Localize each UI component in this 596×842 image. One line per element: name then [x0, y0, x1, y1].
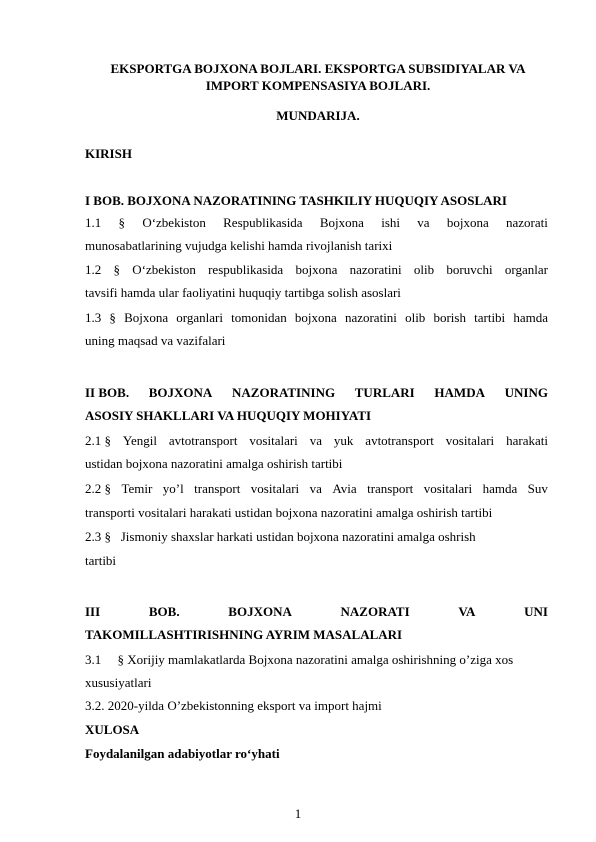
- word: va: [309, 433, 322, 448]
- title-line-1: EKSPORTGA BOJXONA BOJLARI. EKSPORTGA SUBSIDIYALAR VA: [110, 61, 526, 76]
- chapter-3-heading-line-1: [85, 604, 548, 620]
- word: Yengil: [122, 433, 157, 448]
- word: vositalari: [249, 433, 298, 448]
- word: 1.1: [85, 215, 102, 230]
- word: BOB.: [148, 604, 180, 619]
- section-3-1-line-2: xususiyatlari: [85, 675, 152, 690]
- word: vositalari: [445, 433, 495, 448]
- word: olib: [413, 262, 435, 277]
- section-2-1-line-1: [85, 433, 548, 449]
- section-2-2-line-2: transporti vositalari harakati ustidan bojxona nazoratini amalga oshirish tartibi: [85, 505, 493, 520]
- word: Avia: [332, 481, 357, 496]
- section-2-2-line-1: [85, 481, 548, 497]
- section-1-1-line-2: munosabatlarining vujudga kelishi hamda rivojlanish tarixi: [85, 238, 393, 253]
- word: yuk: [333, 433, 354, 448]
- word: va: [309, 481, 322, 496]
- word: UNI: [524, 604, 548, 619]
- word: NAZORATINING: [232, 385, 336, 400]
- word: Suv: [527, 481, 548, 496]
- word: O‘zbekiston: [142, 215, 206, 230]
- document-title: [80, 60, 556, 94]
- word: va: [417, 215, 430, 230]
- section-2-3-line-2: tartibi: [85, 553, 117, 568]
- word: §: [113, 262, 121, 277]
- word: Temir: [121, 481, 153, 496]
- section-2-1-line-2: ustidan bojxona nazoratini amalga oshirish tartibi: [85, 456, 343, 471]
- chapter-1-heading: I BOB. BOJXONA NAZORATINING TASHKILIY HUQUQIY ASOSLARI: [85, 193, 507, 208]
- word: Bojxona: [124, 310, 169, 325]
- word: HAMDA: [434, 385, 485, 400]
- word: harakati: [506, 433, 548, 448]
- word: transport: [367, 481, 414, 496]
- word: NAZORATI: [340, 604, 410, 619]
- title-line-2: IMPORT KOMPENSASIYA BOJLARI.: [205, 78, 431, 93]
- word: 2.1 §: [85, 433, 111, 448]
- contents-heading: MUNDARIJA.: [276, 108, 360, 123]
- word: respublikasida: [208, 262, 284, 277]
- word: III: [85, 604, 101, 619]
- section-1-2-line-2: tavsifi hamda ular faoliyatini huquqiy tartibga solish asoslari: [85, 285, 401, 300]
- word: organlari: [176, 310, 223, 325]
- word: olib: [405, 310, 426, 325]
- intro-heading: KIRISH: [85, 146, 132, 161]
- word: nazoratini: [344, 310, 397, 325]
- word: hamda: [513, 310, 548, 325]
- references-heading: Foydalanilgan adabiyotlar ro‘yhati: [85, 746, 280, 761]
- section-3-2: 3.2. 2020-yilda O’zbekistonning eksport va import hajmi: [85, 698, 382, 713]
- word: avtotransport: [168, 433, 238, 448]
- word: VA: [458, 604, 476, 619]
- word: boruvchi: [446, 262, 493, 277]
- word: §: [109, 310, 116, 325]
- section-1-2-line-1: [85, 262, 548, 278]
- word: nazorati: [506, 215, 548, 230]
- section-2-3-line-1: 2.3 § Jismoniy shaxslar harkati ustidan bojxona nazoratini amalga oshrish: [85, 529, 476, 544]
- word: Bojxona: [319, 215, 364, 230]
- chapter-2-heading-line-2: ASOSIY SHAKLLARI VA HUQUQIY MOHIYATI: [85, 408, 372, 423]
- word: bojxona: [446, 215, 489, 230]
- word: 1.3: [85, 310, 102, 325]
- word: §: [118, 215, 126, 230]
- section-1-3-line-1: [85, 310, 548, 326]
- word: bojxona: [294, 310, 337, 325]
- section-1-1-line-1: [85, 215, 548, 231]
- word: bojxona: [295, 262, 338, 277]
- section-1-3-line-2: uning maqsad va vazifalari: [85, 333, 226, 348]
- word: ishi: [381, 215, 400, 230]
- word: avtotransport: [365, 433, 434, 448]
- word: O‘zbekiston: [132, 262, 196, 277]
- page-number: 1: [294, 806, 302, 821]
- conclusion-heading: XULOSA: [85, 722, 140, 737]
- word: TURLARI: [354, 385, 415, 400]
- chapter-2-heading-line-1: [85, 385, 548, 401]
- word: tomonidan: [231, 310, 287, 325]
- word: 1.2: [85, 262, 102, 277]
- chapter-3-heading-line-2: TAKOMILLASHTIRISHNING AYRIM MASALALARI: [85, 627, 403, 642]
- word: organlar: [504, 262, 548, 277]
- word: vositalari: [250, 481, 300, 496]
- word: II BOB.: [85, 385, 130, 400]
- word: hamda: [482, 481, 518, 496]
- word: vositalari: [423, 481, 473, 496]
- word: nazoratini: [349, 262, 402, 277]
- word: 2.2 §: [85, 481, 111, 496]
- word: yo’l: [162, 481, 184, 496]
- word: Respublikasida: [223, 215, 303, 230]
- word: UNING: [504, 385, 548, 400]
- word: BOJXONA: [228, 604, 292, 619]
- word: BOJXONA: [148, 385, 213, 400]
- section-3-1-line-1: 3.1 § Xorijiy mamlakatlarda Bojxona nazoratini amalga oshirishning o’ziga xos: [85, 652, 514, 667]
- word: transport: [194, 481, 241, 496]
- word: borish: [433, 310, 466, 325]
- word: tartibi: [474, 310, 506, 325]
